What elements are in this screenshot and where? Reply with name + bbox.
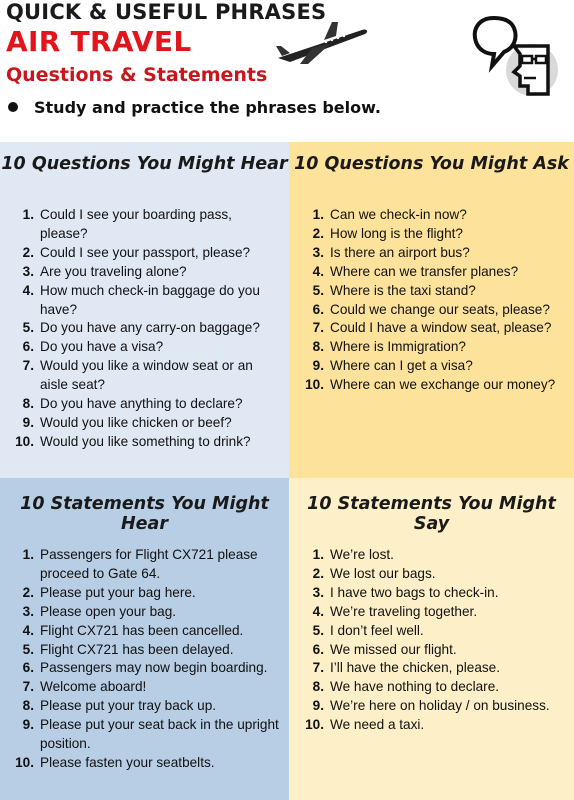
page-header [0, 0, 574, 142]
phrase-list [300, 546, 568, 735]
list-item-text: Please open your bag. [40, 603, 177, 619]
phrase-list [10, 546, 282, 773]
section-heading: 10 Statements You Might Say [307, 494, 556, 534]
list-item [10, 282, 282, 320]
list-item-text: Could I see your passport, please? [40, 244, 251, 260]
list-item-text: Please put your bag here. [40, 584, 196, 600]
page-subtitle: Questions & Statements [6, 64, 268, 86]
list-item-number: 3. [312, 244, 324, 260]
list-item-number: 7. [312, 660, 324, 676]
section-heading: 10 Questions You Might Hear [1, 154, 288, 174]
list-item-text: Flight CX721 has been cancelled. [40, 622, 244, 638]
list-item-text: Where can I get a visa? [330, 358, 473, 374]
list-item [10, 263, 282, 282]
list-item-number: 5. [312, 622, 324, 638]
list-item-text: Is there an airport bus? [330, 244, 470, 260]
list-item [300, 244, 572, 263]
list-item-number: 1. [22, 207, 34, 222]
list-item [300, 376, 572, 395]
list-item [300, 641, 568, 660]
list-item-text: Where can we transfer planes? [330, 263, 519, 279]
list-item-text: Could I see your boarding pass, please? [40, 207, 232, 241]
list-item-number: 6. [312, 301, 324, 317]
list-item-number: 10. [305, 717, 324, 733]
list-item-number: 8. [22, 396, 34, 412]
list-item [300, 282, 572, 301]
list-item-text: Could we change our seats, please? [330, 301, 550, 317]
list-item [300, 319, 572, 338]
list-item-number: 4. [312, 603, 324, 619]
list-item-text: Would you like a window seat or an aisle seat? [40, 358, 253, 393]
list-item-number: 8. [312, 679, 324, 695]
list-item [300, 206, 572, 225]
list-item-number: 3. [22, 603, 34, 619]
list-item-number: 4. [22, 622, 34, 638]
list-item-text: We’re lost. [330, 547, 394, 562]
list-item-text: Passengers may now begin boarding. [40, 660, 268, 676]
list-item [300, 546, 568, 565]
list-item-text: Please put your seat back in the upright position. [40, 717, 279, 752]
list-item-number: 5. [22, 641, 34, 657]
list-item-text: Where is Immigration? [330, 339, 466, 355]
list-item-number: 4. [312, 263, 324, 279]
list-item [10, 395, 282, 414]
list-item [300, 622, 568, 641]
list-item [10, 697, 282, 716]
section-heading: 10 Statements You Might Hear [20, 494, 269, 534]
list-item [300, 716, 568, 735]
list-item-number: 1. [312, 547, 324, 562]
list-item-number: 10. [15, 754, 34, 770]
list-item-text: Would you like something to drink? [40, 433, 251, 449]
list-item-number: 2. [312, 565, 324, 581]
list-item-number: 4. [22, 282, 34, 298]
list-item [300, 338, 572, 357]
airplane-icon [272, 18, 370, 66]
list-item [10, 414, 282, 433]
list-item-text: Where can we exchange our money? [330, 377, 556, 393]
list-item-text: We’re here on holiday / on business. [330, 698, 550, 714]
instruction-text: Study and practice the phrases below. [8, 98, 381, 117]
list-item [10, 206, 282, 244]
page-title: AIR TRAVEL [6, 25, 192, 58]
list-item-number: 5. [22, 320, 34, 336]
list-item-text: Could I have a window seat, please? [330, 320, 552, 336]
list-item [10, 659, 282, 678]
list-item-text: We have nothing to declare. [330, 679, 500, 695]
list-item-number: 2. [312, 225, 324, 241]
list-item-number: 2. [22, 244, 34, 260]
list-item-number: 1. [312, 207, 324, 222]
list-item [300, 565, 568, 584]
list-item [300, 659, 568, 678]
list-item-text: Please fasten your seatbelts. [40, 754, 215, 770]
list-item-text: Can we check-in now? [330, 207, 467, 222]
list-item [300, 263, 572, 282]
list-item-number: 6. [22, 660, 34, 676]
list-item-text: Passengers for Flight CX721 please proceed to Gate 64. [40, 547, 258, 581]
list-item-number: 3. [312, 584, 324, 600]
list-item [10, 622, 282, 641]
list-item-text: Flight CX721 has been delayed. [40, 641, 234, 657]
list-item-text: We lost our bags. [330, 565, 436, 581]
list-item-number: 9. [22, 414, 34, 430]
list-item-text: Do you have a visa? [40, 339, 164, 355]
list-item-text: Welcome aboard! [40, 679, 147, 695]
list-item-text: I don’t feel well. [330, 622, 424, 638]
list-item-number: 7. [312, 320, 324, 336]
list-item-number: 8. [312, 339, 324, 355]
list-item [10, 716, 282, 754]
list-item-text: Do you have any carry-on baggage? [40, 320, 260, 336]
list-item [10, 603, 282, 622]
list-item [300, 603, 568, 622]
list-item-text: I’ll have the chicken, please. [330, 660, 501, 676]
list-item [10, 641, 282, 660]
speech-bubble-face-icon [470, 12, 560, 98]
list-item-number: 6. [312, 641, 324, 657]
list-item-number: 6. [22, 339, 34, 355]
bullet-icon [8, 102, 18, 112]
list-item [10, 678, 282, 697]
phrase-list [10, 206, 282, 452]
list-item-number: 8. [22, 698, 34, 714]
list-item [10, 546, 282, 584]
list-item-text: How long is the flight? [330, 225, 463, 241]
list-item [300, 697, 568, 716]
list-item-number: 9. [312, 698, 324, 714]
page-title-series: QUICK & USEFUL PHRASES [6, 0, 327, 24]
list-item-text: Are you traveling alone? [40, 263, 187, 279]
list-item [10, 584, 282, 603]
list-item [10, 319, 282, 338]
list-item [300, 584, 568, 603]
phrase-list [300, 206, 572, 395]
list-item-number: 5. [312, 282, 324, 298]
list-item [300, 357, 572, 376]
list-item-number: 9. [22, 717, 34, 733]
list-item [10, 338, 282, 357]
list-item-number: 2. [22, 584, 34, 600]
list-item-text: We need a taxi. [330, 717, 425, 733]
list-item-text: Do you have anything to declare? [40, 396, 243, 412]
list-item-text: We missed our flight. [330, 641, 457, 657]
list-item [300, 225, 572, 244]
list-item-number: 10. [305, 377, 324, 393]
list-item-number: 7. [22, 358, 34, 374]
list-item-text: Please put your tray back up. [40, 698, 217, 714]
list-item [10, 433, 282, 452]
list-item [300, 678, 568, 697]
list-item-number: 9. [312, 358, 324, 374]
list-item-text: We’re traveling together. [330, 603, 478, 619]
list-item [10, 357, 282, 395]
list-item [10, 754, 282, 773]
list-item-number: 10. [15, 433, 34, 449]
list-item [10, 244, 282, 263]
list-item-text: Where is the taxi stand? [330, 282, 476, 298]
list-item-text: Would you like chicken or beef? [40, 414, 232, 430]
list-item-text: How much check-in baggage do you have? [40, 282, 260, 317]
list-item-number: 7. [22, 679, 34, 695]
list-item-number: 1. [22, 547, 34, 562]
list-item-text: I have two bags to check-in. [330, 584, 499, 600]
section-heading: 10 Questions You Might Ask [294, 154, 569, 174]
list-item [300, 301, 572, 320]
list-item-number: 3. [22, 263, 34, 279]
